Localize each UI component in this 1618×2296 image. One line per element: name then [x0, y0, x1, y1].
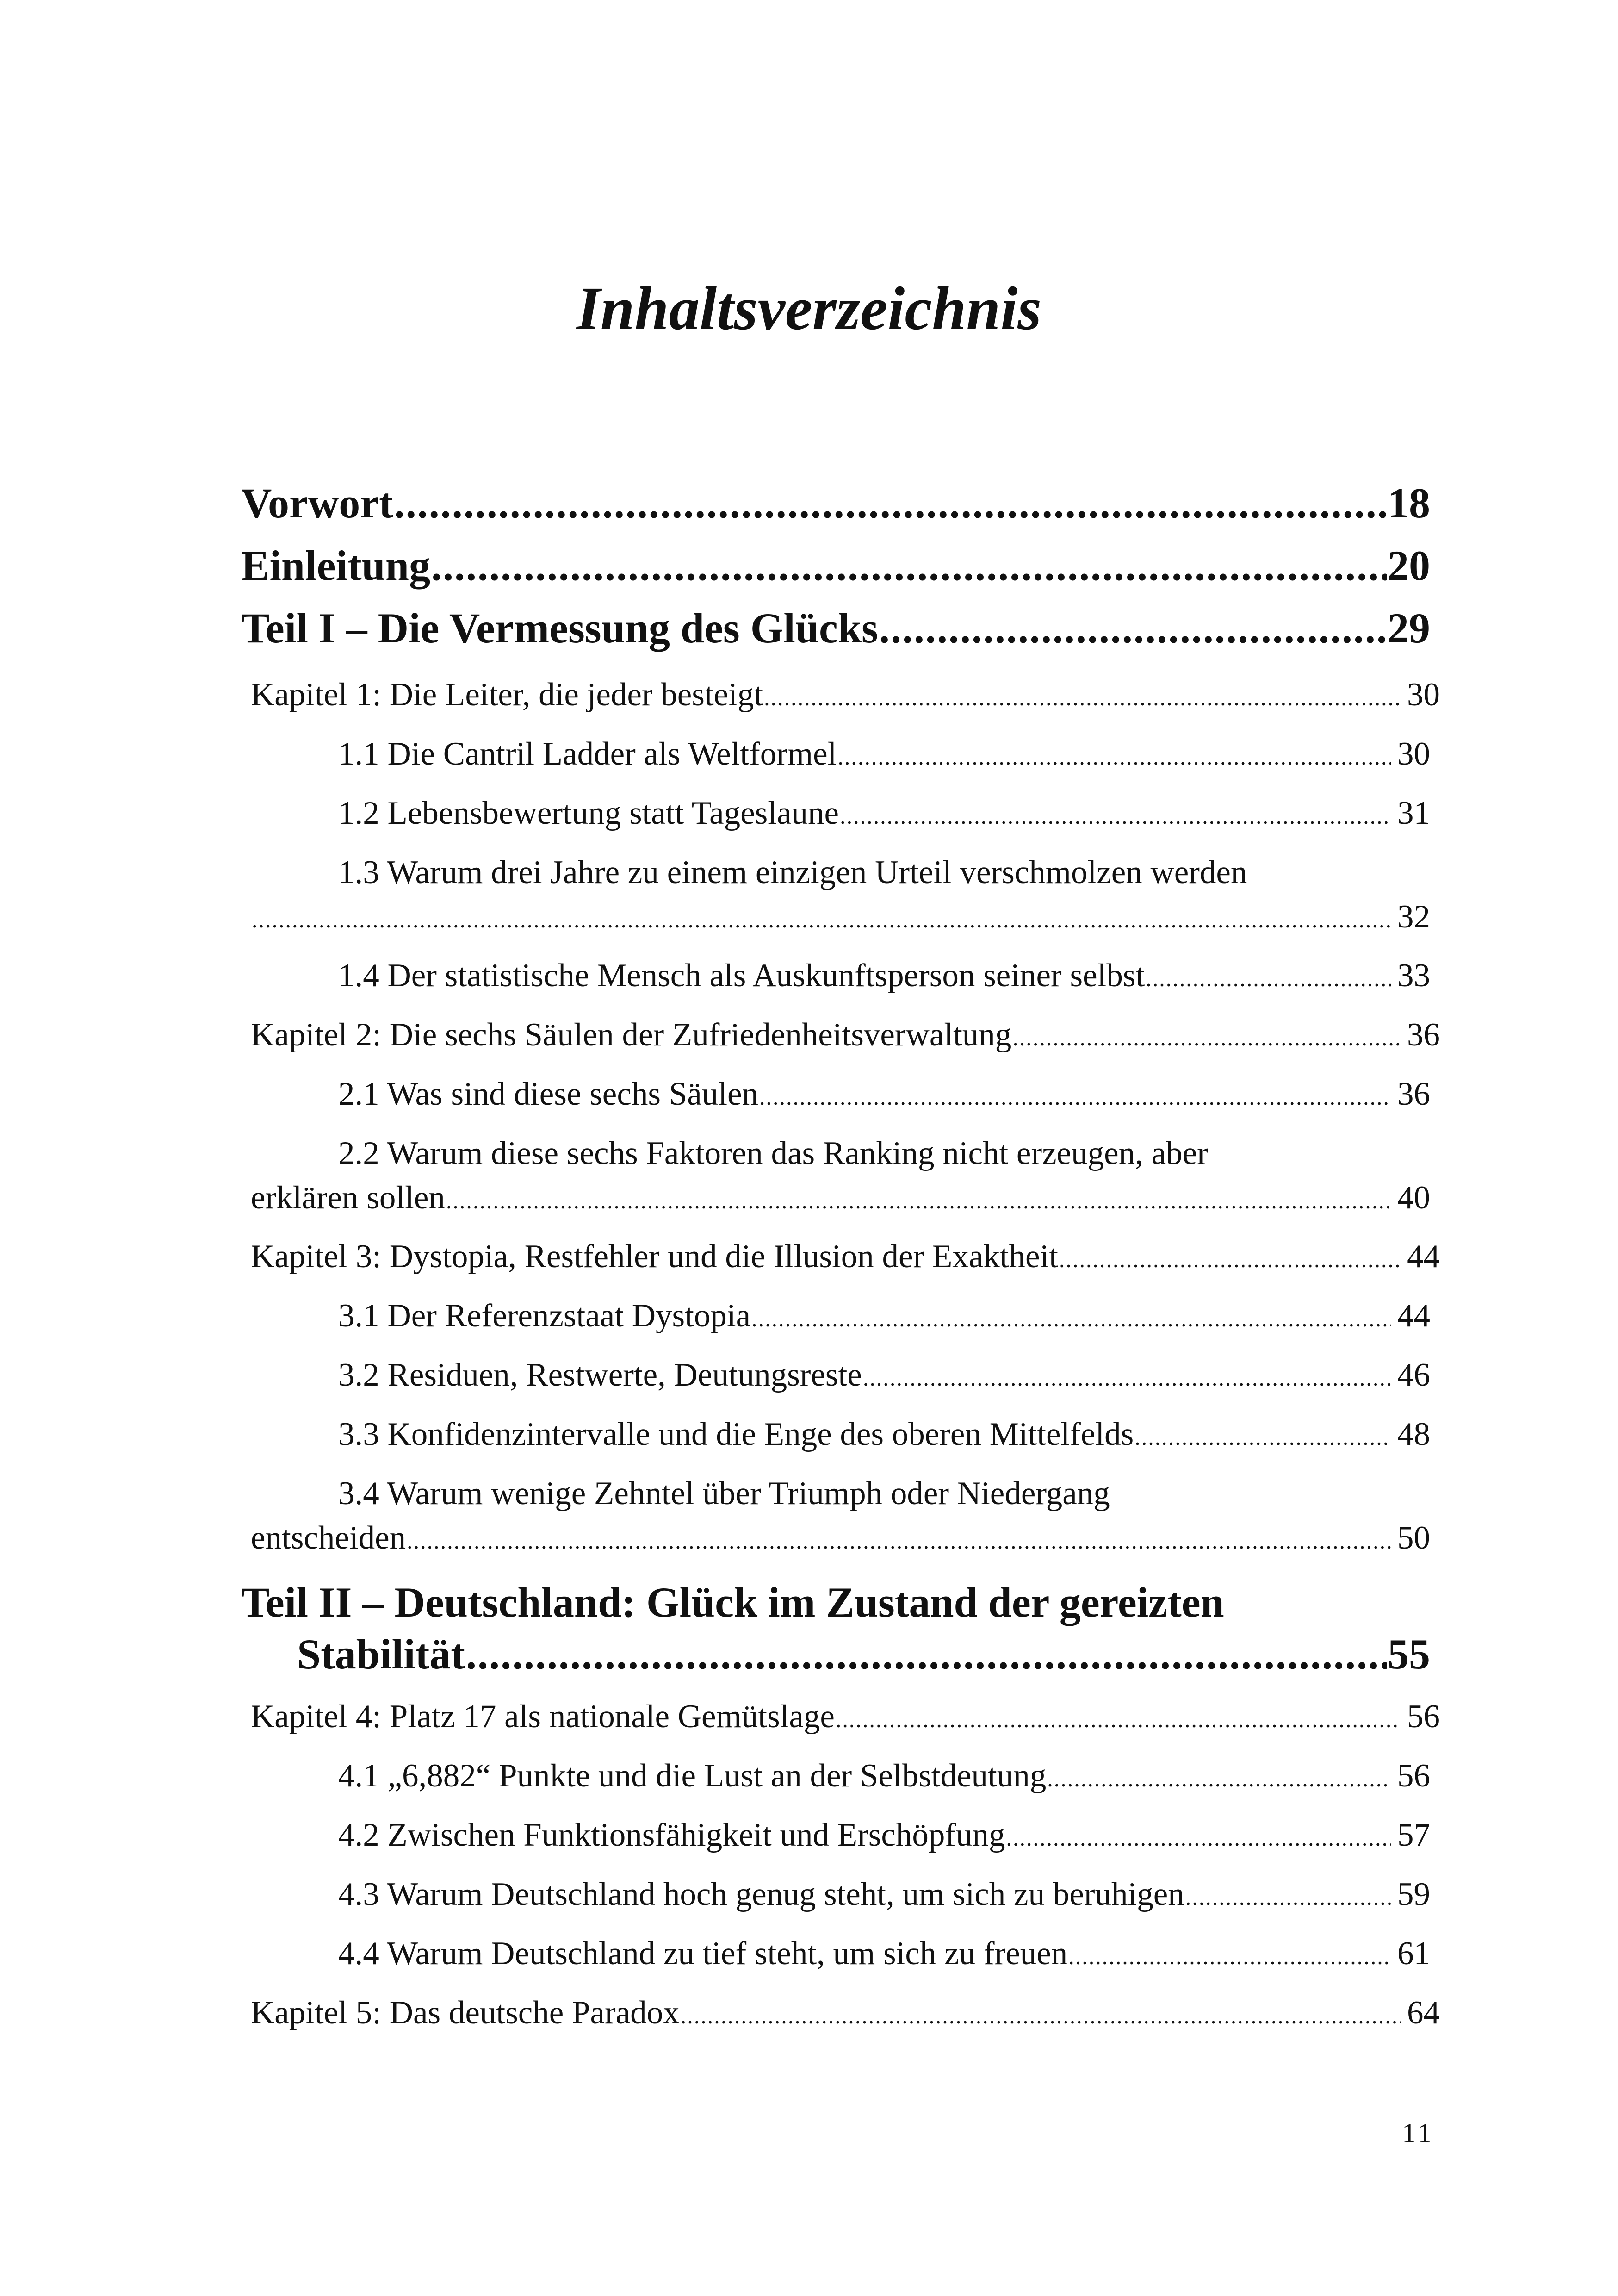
toc-entry-4-3[interactable] — [241, 1872, 1430, 1919]
dot-leader — [1146, 956, 1391, 1001]
toc-entry-title: 3.2 Residuen, Restwerte, Deutungsreste — [338, 1357, 862, 1393]
toc-entry-title: 4.4 Warum Deutschland zu tief steht, um sich zu freuen — [338, 1935, 1068, 1972]
toc-page-number: 44 — [1407, 1238, 1440, 1275]
dot-leader — [394, 477, 1387, 529]
toc-entry-title: 3.3 Konfidenzintervalle und die Enge des oberen Mittelfelds — [338, 1416, 1134, 1452]
dot-leader — [837, 734, 1391, 779]
toc-page-number: 31 — [1397, 795, 1430, 831]
toc-page-number: 57 — [1397, 1817, 1430, 1853]
toc-page-number: 56 — [1397, 1758, 1430, 1794]
toc-entry-1-4[interactable] — [241, 953, 1430, 1001]
dot-leader — [879, 602, 1387, 654]
toc-page-number: 59 — [1397, 1876, 1430, 1912]
toc-entry-1-1[interactable] — [241, 732, 1430, 779]
toc-entry-kapitel-3[interactable] — [241, 1234, 1440, 1282]
toc-page-number: 36 — [1397, 1076, 1430, 1112]
toc-page-number: 20 — [1388, 542, 1430, 589]
toc-entry-title: Einleitung — [241, 542, 431, 589]
toc-entry-kapitel-5[interactable] — [241, 1991, 1440, 2038]
dot-leader — [1185, 1875, 1391, 1919]
toc-page-number: 44 — [1397, 1298, 1430, 1334]
toc-entry-title: Kapitel 1: Die Leiter, die jeder besteigt — [251, 677, 763, 713]
toc-entry-3-1[interactable] — [241, 1294, 1430, 1341]
toc-entry-4-4[interactable] — [241, 1931, 1430, 1979]
toc-entry-title: Vorwort — [241, 479, 393, 527]
toc-entry-2-2[interactable] — [241, 1131, 1430, 1223]
toc-page-number: 56 — [1407, 1699, 1440, 1735]
toc-page-number: 55 — [1388, 1630, 1430, 1678]
toc-page-number: 30 — [1397, 736, 1430, 772]
toc-page-number: 50 — [1397, 1520, 1430, 1556]
dot-leader — [1134, 1415, 1391, 1459]
toc-entry-4-1[interactable] — [241, 1754, 1430, 1801]
toc-entry-einleitung[interactable] — [241, 540, 1430, 591]
toc-page-number: 29 — [1388, 604, 1430, 652]
toc-page-number: 36 — [1407, 1017, 1440, 1053]
toc-entry-3-2[interactable] — [241, 1353, 1430, 1400]
toc-page-number: 33 — [1397, 958, 1430, 994]
toc-entry-title: 1.3 Warum drei Jahre zu einem einzigen Urteil verschmolzen werden — [338, 854, 1247, 890]
toc-page-number: 46 — [1397, 1357, 1430, 1393]
dot-leader — [836, 1697, 1401, 1742]
dot-leader — [681, 1993, 1401, 2038]
toc-page-number: 64 — [1407, 1995, 1440, 2031]
page-title: Inhaltsverzeichnis — [576, 274, 1042, 342]
toc-page-number: 18 — [1388, 479, 1430, 527]
toc-entry-kapitel-4[interactable] — [241, 1694, 1440, 1742]
toc-entry-kapitel-1[interactable] — [241, 672, 1440, 720]
toc-entry-title: 1.1 Die Cantril Ladder als Weltformel — [338, 736, 837, 772]
toc-entry-kapitel-2[interactable] — [241, 1013, 1440, 1060]
toc-entry-title: Kapitel 3: Dystopia, Restfehler und die Illusion der Exaktheit — [251, 1238, 1059, 1275]
toc-entry-title: 3.1 Der Referenzstaat Dystopia — [338, 1298, 751, 1334]
toc-entry-teil-2[interactable] — [241, 1576, 1430, 1680]
dot-leader — [431, 540, 1387, 591]
toc-entry-title: Kapitel 5: Das deutsche Paradox — [251, 1995, 680, 2031]
toc-entry-title-cont: entscheiden — [251, 1520, 406, 1556]
dot-leader — [1047, 1756, 1391, 1801]
toc-entry-title: 1.4 Der statistische Mensch als Auskunftsperson seiner selbst — [338, 958, 1145, 994]
toc-entry-vorwort[interactable] — [241, 477, 1430, 529]
toc-entry-3-3[interactable] — [241, 1412, 1430, 1459]
toc-page-number: 30 — [1407, 677, 1440, 713]
dot-leader — [252, 897, 1391, 942]
toc-page-number: 61 — [1397, 1935, 1430, 1972]
dot-leader — [446, 1178, 1391, 1223]
toc-entry-title: 4.3 Warum Deutschland hoch genug steht, um sich zu beruhigen — [338, 1876, 1184, 1912]
dot-leader — [863, 1356, 1391, 1400]
toc-entry-title: 1.2 Lebensbewertung statt Tageslaune — [338, 795, 839, 831]
toc-entry-1-2[interactable] — [241, 791, 1430, 838]
toc-entry-title-cont: Stabilität — [297, 1630, 465, 1678]
toc-entry-4-2[interactable] — [241, 1813, 1430, 1860]
page-number: 11 — [1402, 2118, 1434, 2148]
dot-leader — [407, 1518, 1391, 1563]
toc-entry-title: 4.2 Zwischen Funktionsfähigkeit und Erschöpfung — [338, 1817, 1005, 1853]
toc-entry-title: 2.1 Was sind diese sechs Säulen — [338, 1076, 758, 1112]
toc-entry-title: Kapitel 4: Platz 17 als nationale Gemütslage — [251, 1699, 835, 1735]
toc-page-number: 40 — [1397, 1180, 1430, 1216]
toc-entry-title: 4.1 „6,882“ Punkte und die Lust an der Selbstdeutung — [338, 1758, 1047, 1794]
toc-entry-title: 3.4 Warum wenige Zehntel über Triumph oder Niedergang — [338, 1475, 1110, 1512]
toc-entry-2-1[interactable] — [241, 1072, 1430, 1119]
dot-leader — [751, 1296, 1391, 1341]
dot-leader — [759, 1075, 1391, 1119]
toc-page-number: 32 — [1397, 899, 1430, 935]
dot-leader — [764, 675, 1401, 720]
toc-entry-teil-1[interactable] — [241, 602, 1430, 654]
toc-page-number: 48 — [1397, 1416, 1430, 1452]
dot-leader — [840, 794, 1391, 838]
toc-entry-title: Teil I – Die Vermessung des Glücks — [241, 604, 878, 652]
toc-entry-3-4[interactable] — [241, 1471, 1430, 1563]
dot-leader — [1012, 1015, 1401, 1060]
dot-leader — [1059, 1237, 1401, 1282]
toc-entry-title: 2.2 Warum diese sechs Faktoren das Ranking nicht erzeugen, aber — [338, 1135, 1208, 1171]
toc-entry-title: Kapitel 2: Die sechs Säulen der Zufriedenheitsverwaltung — [251, 1017, 1012, 1053]
dot-leader — [1006, 1816, 1391, 1860]
toc-entry-title-cont: erklären sollen — [251, 1180, 445, 1216]
dot-leader — [466, 1628, 1387, 1680]
toc-entry-title: Teil II – Deutschland: Glück im Zustand der gereizten — [241, 1579, 1224, 1626]
toc-entry-1-3[interactable] — [241, 850, 1430, 942]
dot-leader — [1068, 1934, 1391, 1979]
